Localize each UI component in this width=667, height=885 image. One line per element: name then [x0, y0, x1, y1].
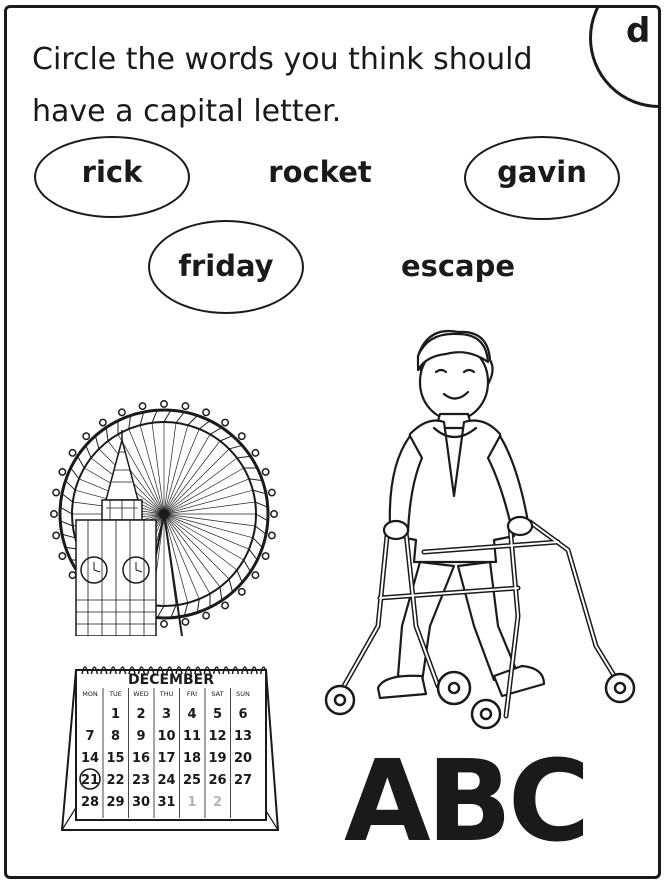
calendar-day-header: TUE — [109, 690, 122, 698]
calendar-date: 15 — [106, 751, 125, 766]
boy-with-walker-image — [318, 326, 640, 734]
word-escape[interactable]: escape — [400, 249, 516, 283]
calendar-date: 23 — [131, 773, 151, 788]
calendar-date: 30 — [131, 795, 151, 810]
section-badge-letter: d — [626, 11, 651, 51]
calendar-date: 6 — [238, 707, 248, 722]
calendar-date: 16 — [131, 751, 151, 766]
calendar-day-header: THU — [159, 690, 174, 698]
calendar-day-header: SUN — [236, 690, 250, 698]
calendar-date: 18 — [182, 751, 202, 766]
calendar-date: 29 — [106, 795, 125, 810]
calendar-date: 11 — [182, 729, 202, 744]
calendar-date: 19 — [208, 751, 227, 766]
word-rick[interactable]: rick — [81, 155, 143, 189]
calendar-image — [58, 658, 280, 838]
word-rocket[interactable]: rocket — [268, 155, 372, 189]
calendar-date: 1 — [110, 707, 121, 722]
calendar-day-header: WED — [133, 690, 149, 698]
calendar-date: 8 — [110, 729, 121, 744]
calendar-date: 20 — [233, 751, 253, 766]
calendar-date: 1 — [187, 795, 197, 810]
calendar-date: 28 — [80, 795, 100, 810]
instruction-text: Circle the words you think should have a capital letter. — [32, 42, 533, 129]
calendar-date: 3 — [161, 707, 172, 722]
calendar-date: 27 — [233, 773, 253, 788]
london-landmarks-image — [48, 400, 280, 636]
calendar-date: 9 — [136, 729, 146, 744]
calendar-date: 13 — [233, 729, 253, 744]
calendar-date: 10 — [157, 729, 176, 744]
word-gavin[interactable]: gavin — [497, 155, 587, 189]
calendar-date: 21 — [80, 773, 100, 788]
calendar-date: 2 — [136, 707, 146, 722]
calendar-date: 31 — [157, 795, 176, 810]
calendar-date: 12 — [208, 729, 227, 744]
calendar-day-header: MON — [82, 690, 98, 698]
calendar-date: 25 — [182, 773, 202, 788]
calendar-month: DECEMBER — [128, 672, 214, 688]
calendar-date: 26 — [208, 773, 227, 788]
calendar-date: 2 — [212, 795, 223, 810]
calendar-date: 24 — [157, 773, 176, 788]
calendar-date: 17 — [157, 751, 176, 766]
calendar-date: 5 — [212, 707, 223, 722]
abc-letters: ABC — [344, 737, 587, 867]
calendar-day-header: SAT — [211, 690, 224, 698]
calendar-date: 22 — [106, 773, 125, 788]
word-friday[interactable]: friday — [178, 249, 274, 283]
calendar-day-header: FRI — [186, 690, 198, 698]
calendar-date: 7 — [85, 729, 95, 744]
calendar-date: 14 — [80, 751, 100, 766]
calendar-date: 4 — [187, 707, 197, 722]
